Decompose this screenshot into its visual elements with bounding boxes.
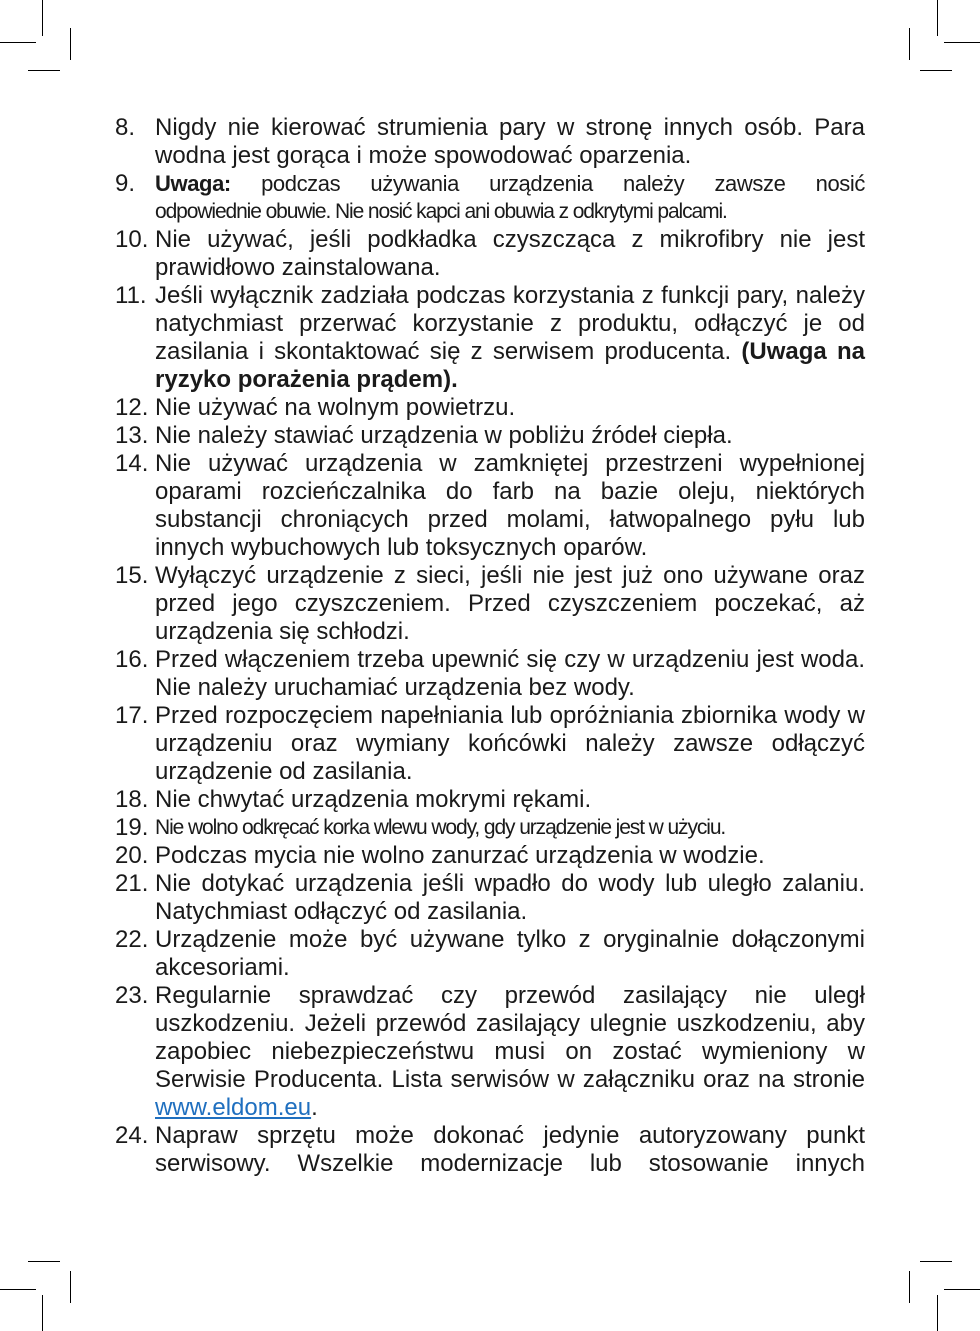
safety-instructions-list xyxy=(115,114,865,1178)
list-item xyxy=(115,646,865,702)
list-item xyxy=(115,814,865,842)
crop-mark xyxy=(944,42,980,43)
item-number: 15. xyxy=(115,562,149,589)
list-item xyxy=(115,450,865,562)
list-item xyxy=(115,870,865,926)
item-text: Nie używać, jeśli podkładka czyszcząca z mikrofibry nie jest prawidłowo zainstalowana. xyxy=(155,226,865,281)
item-number: 20. xyxy=(115,842,149,869)
item-text: Nie używać na wolnym powietrzu. xyxy=(155,394,516,421)
item-number: 13. xyxy=(115,422,149,449)
list-item xyxy=(115,786,865,814)
list-item xyxy=(115,562,865,646)
electric-shock-warning: (Uwaga na ryzyko porażenia prądem). xyxy=(155,338,865,393)
item-number: 23. xyxy=(115,982,149,1009)
item-text-main: Regularnie sprawdzać czy przewód zasilający nie uległ uszkodzeniu. Jeżeli przewód zasilający ulegnie uszkodzeniu, aby zapobiec niebezpieczeństwu musi on zostać wymieniony w Serwisie Producenta. Lista serwisów w załączniku oraz na stronie xyxy=(155,982,865,1093)
item-text: Wyłączyć urządzenie z sieci, jeśli nie jest już ono używane oraz przed jego czyszczeniem. Przed czyszczeniem poczekać, aż urządzenia się schłodzi. xyxy=(155,562,865,645)
item-text: Nie dotykać urządzenia jeśli wpadło do wody lub uległo zalaniu. Natychmiast odłączyć od zasilania. xyxy=(155,870,865,925)
item-number: 24. xyxy=(115,1122,149,1149)
crop-mark xyxy=(909,28,910,60)
item-text: Nie używać urządzenia w zamkniętej przestrzeni wypełnionej oparami rozcieńczalnika do farb na bazie oleju, niektórych substancji chroniących przed molami, łatwopalnego pyłu lub innych wybuchowych lub toksycznych oparów. xyxy=(155,450,865,561)
list-item xyxy=(115,982,865,1122)
item-text: Nie wolno odkręcać korka wlewu wody, gdy urządzenie jest w użyciu. xyxy=(155,816,726,839)
item-text: Napraw sprzętu może dokonać jedynie autoryzowany punkt serwisowy. Wszelkie modernizacje lub stosowanie innych xyxy=(155,1122,865,1177)
item-number: 21. xyxy=(115,870,149,897)
item-text: Nigdy nie kierować strumienia pary w stronę innych osób. Para wodna jest gorąca i może spowodować oparzenia. xyxy=(155,114,865,169)
item-text-main: Jeśli wyłącznik zadziała podczas korzystania z funkcji pary, należy natychmiast przerwać korzystanie z produktu, odłączyć je od zasilania i skontaktować się z serwisem producenta. xyxy=(155,282,865,365)
crop-mark xyxy=(28,1261,60,1262)
list-item xyxy=(115,702,865,786)
list-item xyxy=(115,282,865,394)
crop-mark xyxy=(944,1289,980,1290)
eldom-website-link[interactable]: www.eldom.eu xyxy=(155,1094,312,1121)
list-item xyxy=(115,842,865,870)
item-number: 14. xyxy=(115,450,149,477)
crop-mark xyxy=(920,70,952,71)
item-text-end: . xyxy=(311,1094,318,1121)
item-text xyxy=(155,982,865,1122)
item-text: Nie chwytać urządzenia mokrymi rękami. xyxy=(155,786,592,813)
list-item xyxy=(115,926,865,982)
item-number: 16. xyxy=(115,646,149,673)
list-item xyxy=(115,226,865,282)
item-text: Nie należy stawiać urządzenia w pobliżu źródeł ciepła. xyxy=(155,422,733,449)
item-number: 8. xyxy=(115,114,136,141)
crop-mark xyxy=(920,1261,952,1262)
crop-mark xyxy=(909,1271,910,1303)
crop-mark xyxy=(937,0,938,36)
item-text xyxy=(155,170,865,226)
crop-mark xyxy=(42,0,43,36)
item-text xyxy=(155,282,865,394)
crop-mark xyxy=(28,70,60,71)
item-number: 9. xyxy=(115,170,136,197)
crop-mark xyxy=(937,1295,938,1331)
list-item xyxy=(115,170,865,226)
list-item xyxy=(115,114,865,170)
crop-mark xyxy=(0,42,36,43)
crop-mark xyxy=(42,1295,43,1331)
item-number: 22. xyxy=(115,926,149,953)
item-number: 11. xyxy=(115,282,147,309)
list-item xyxy=(115,422,865,450)
item-text: Urządzenie może być używane tylko z oryginalnie dołączonymi akcesoriami. xyxy=(155,926,865,981)
crop-mark xyxy=(70,1271,71,1303)
item-number: 19. xyxy=(115,814,149,841)
item-number: 12. xyxy=(115,394,149,421)
list-item xyxy=(115,1122,865,1178)
item-text: Przed rozpoczęciem napełniania lub opróżniania zbiornika wody w urządzeniu oraz wymiany końcówki należy zawsze odłączyć urządzenie od zasilania. xyxy=(155,702,865,785)
crop-mark xyxy=(70,28,71,60)
list-item xyxy=(115,394,865,422)
crop-mark xyxy=(0,1289,36,1290)
item-text: Podczas mycia nie wolno zanurzać urządzenia w wodzie. xyxy=(155,842,765,869)
item-number: 10. xyxy=(115,226,149,253)
warning-text-2: odpowiednie obuwie. Nie nosić kapci ani obuwia z odkrytymi palcami. xyxy=(155,200,727,223)
item-text: Przed włączeniem trzeba upewnić się czy w urządzeniu jest woda. Nie należy uruchamiać urządzenia bez wody. xyxy=(155,646,865,701)
warning-label: Uwaga: xyxy=(155,171,231,196)
warning-text: podczas używania urządzenia należy zawsze nosić xyxy=(230,171,865,196)
item-number: 17. xyxy=(115,702,149,729)
item-number: 18. xyxy=(115,786,149,813)
